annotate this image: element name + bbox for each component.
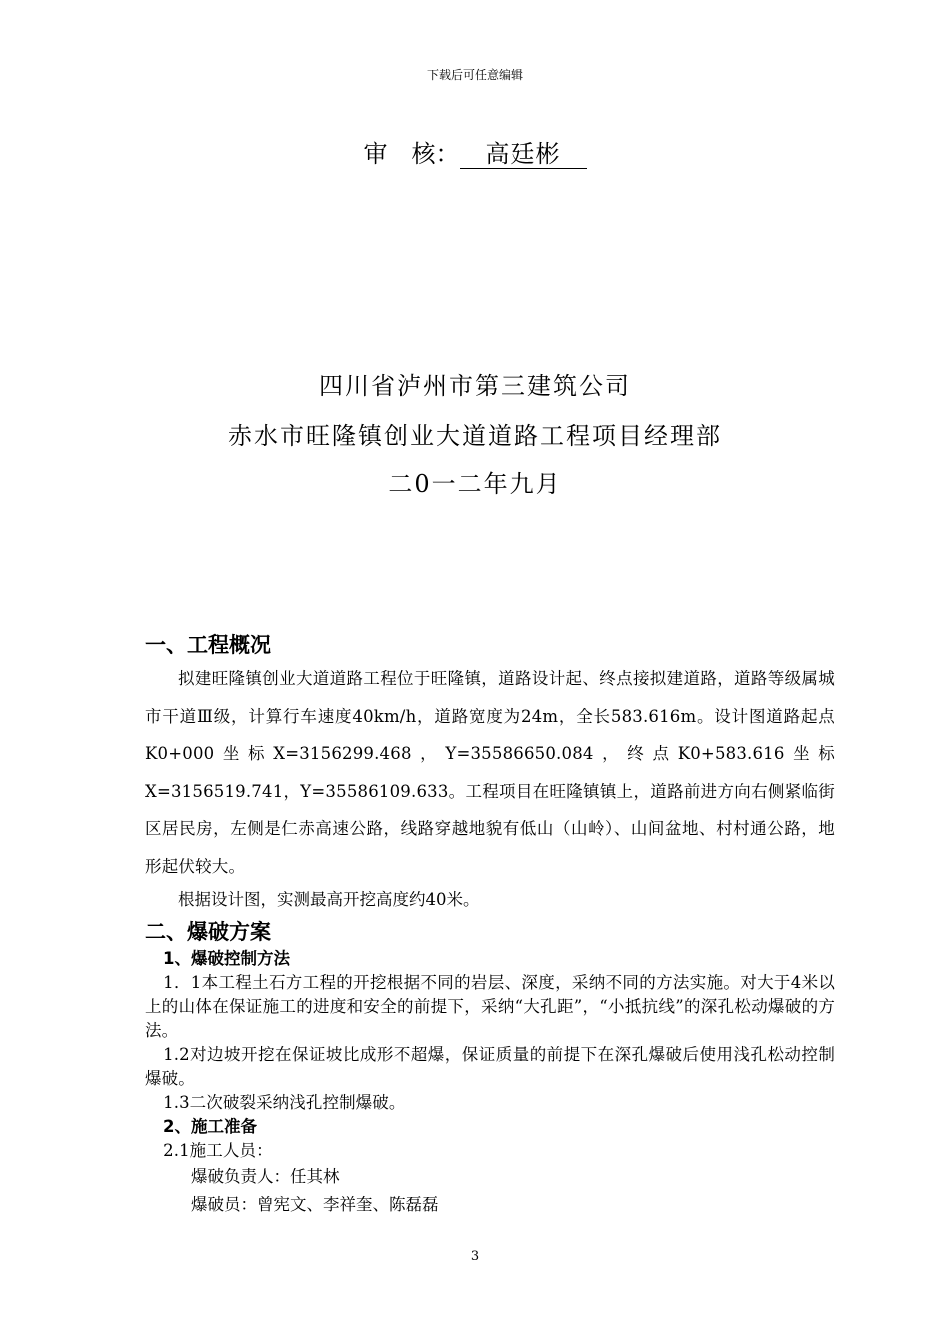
overview-paragraph: 拟建旺隆镇创业大道道路工程位于旺隆镇，道路设计起、终点接拟建道路，道路等级属城市干道Ⅲ级，计算行车速度40km/h，道路宽度为24m，全长583.616m。设计图道路起点K0+000坐标X=3156299.468，Y=35586650.084，终点K0+583.616坐标X=3156519.741，Y=35586109.633。工程项目在旺隆镇镇上，道路前进方向右侧紧临街区居民房，左侧是仁赤高速公路，线路穿越地貌有低山（山岭）、山间盆地、村村通公路，地形起伏较大。	[145, 669, 835, 876]
reviewer-line	[0, 134, 950, 169]
document-date: 二0一二年九月	[388, 470, 562, 498]
project-department: 赤水市旺隆镇创业大道道路工程项目经理部	[228, 422, 722, 450]
company-name: 四川省泸州市第三建筑公司	[319, 372, 631, 400]
page-number: 3	[470, 1249, 480, 1264]
control-method-1-1: 1．1本工程土石方工程的开挖根据不同的岩层、深度，采纳不同的方法实施。对大于4米以上的山体在保证施工的进度和安全的前提下，采纳“大孔距”，“小抵抗线”的深孔松动爆破的方法。	[145, 973, 835, 1040]
overview-height-paragraph: 根据设计图，实测最高开挖高度约40米。	[178, 890, 480, 909]
reviewer-label: 审 核：	[363, 140, 460, 168]
section-title-overview: 一、工程概况	[145, 633, 271, 657]
blasters-list: 爆破员：曾宪文、李祥奎、陈磊磊	[191, 1195, 439, 1214]
control-method-1-3: 1.3二次破裂采纳浅孔控制爆破。	[163, 1093, 406, 1112]
page-header-note: 下载后可任意编辑	[426, 68, 523, 82]
subsection-title-preparation: 2、施工准备	[163, 1117, 257, 1136]
reviewer-name: 高廷彬	[460, 140, 587, 169]
document-body	[145, 630, 835, 1219]
subsection-title-control-method: 1、爆破控制方法	[163, 949, 290, 968]
control-method-1-2: 1.2对边坡开挖在保证坡比成形不超爆，保证质量的前提下在深孔爆破后使用浅孔松动控制爆破。	[145, 1045, 835, 1088]
section-title-blasting-plan: 二、爆破方案	[145, 920, 271, 944]
preparation-2-1: 2.1施工人员：	[163, 1141, 273, 1160]
blasting-lead: 爆破负责人：任其林	[191, 1167, 340, 1186]
